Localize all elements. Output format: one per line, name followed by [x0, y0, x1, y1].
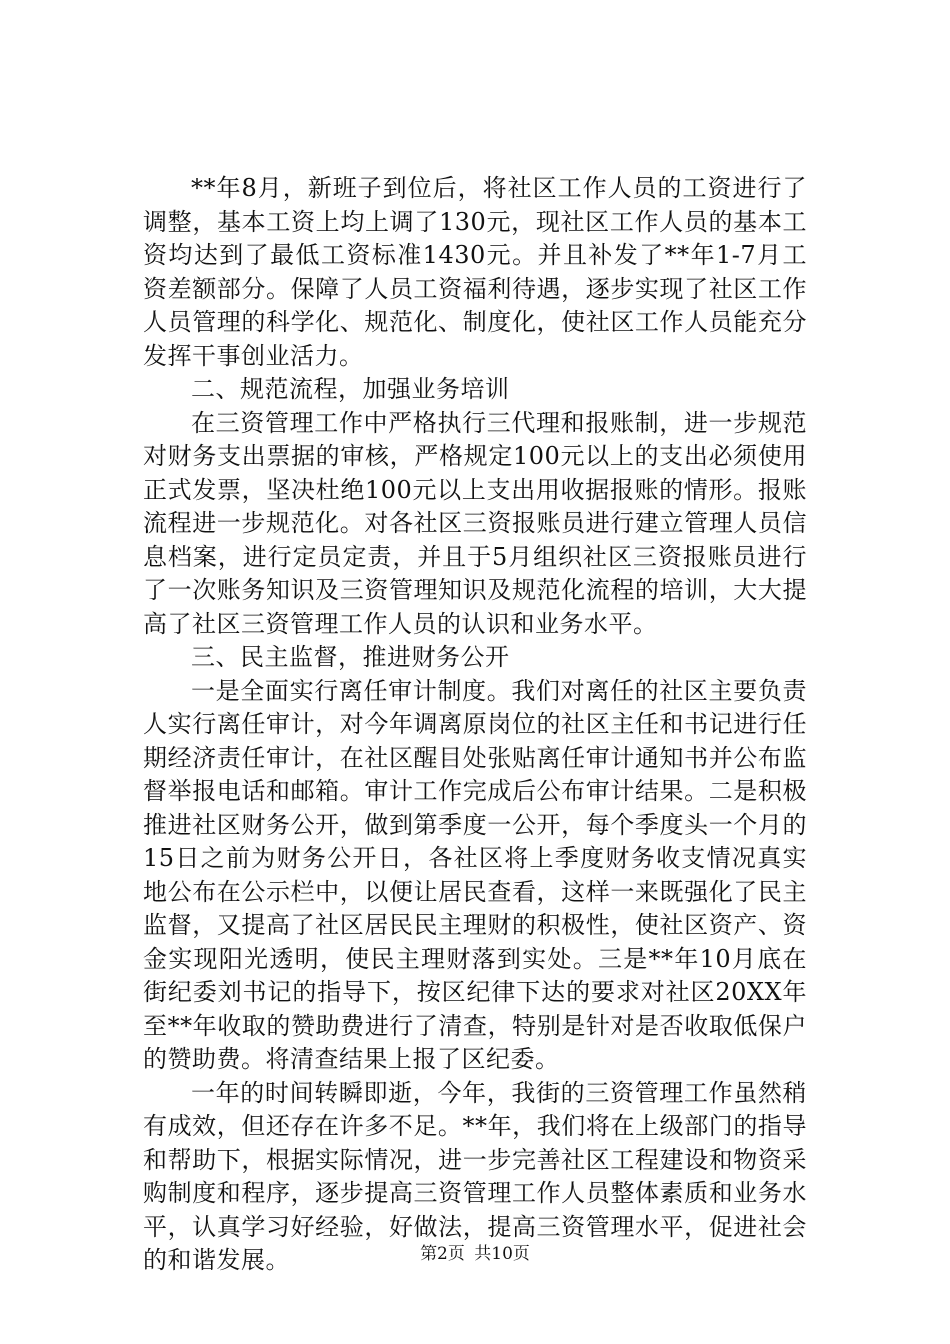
document-body	[143, 172, 807, 1278]
section-heading-standardize-process: 二、规范流程，加强业务培训	[191, 375, 510, 403]
page-total: 共10页	[474, 1244, 530, 1264]
paragraph-conclusion: 一年的时间转瞬即逝，今年，我街的三资管理工作虽然稍有成效，但还存在许多不足。**年，我们将在上级部门的指导和帮助下，根据实际情况，进一步完善社区工程建设和物资采购制度和程序，逐步提高三资管理工作人员整体素质和业务水平，认真学习好经验，好做法，提高三资管理水平，促进社会的和谐发展。	[143, 1078, 807, 1274]
paragraph-audit-disclosure: 一是全面实行离任审计制度。我们对离任的社区主要负责人实行离任审计，对今年调离原岗位的社区主任和书记进行任期经济责任审计，在社区醒目处张贴离任审计通知书并公布监督举报电话和邮箱。审计工作完成后公布审计结果。二是积极推进社区财务公开，做到第季度一公开，每个季度头一个月的15日之前为财务公开日，各社区将上季度财务收支情况真实地公布在公示栏中，以便让居民查看，这样一来既强化了民主监督，又提高了社区居民民主理财的积极性，使社区资产、资金实现阳光透明，使民主理财落到实处。三是**年10月底在街纪委刘书记的指导下，按区纪律下达的要求对社区20XX年至**年收取的赞助费进行了清查，特别是针对是否收取低保户的赞助费。将清查结果上报了区纪委。	[143, 676, 807, 1073]
paragraph-salary-adjustment: **年8月，新班子到位后，将社区工作人员的工资进行了调整，基本工资上均上调了130元，现社区工作人员的基本工资均达到了最低工资标准1430元。并且补发了**年1-7月工资差额部分。保障了人员工资福利待遇，逐步实现了社区工作人员管理的科学化、规范化、制度化，使社区工作人员能充分发挥干事创业活力。	[143, 174, 807, 370]
page-number: 第2页	[420, 1244, 465, 1264]
page-footer	[0, 1243, 950, 1265]
paragraph-reimbursement-training: 在三资管理工作中严格执行三代理和报账制，进一步规范对财务支出票据的审核，严格规定100元以上的支出必须使用正式发票，坚决杜绝100元以上支出用收据报账的情形。报账流程进一步规范化。对各社区三资报账员进行建立管理人员信息档案，进行定员定责，并且于5月组织社区三资报账员进行了一次账务知识及三资管理知识及规范化流程的培训，大大提高了社区三资管理工作人员的认识和业务水平。	[143, 408, 807, 638]
section-heading-democratic-supervision: 三、民主监督，推进财务公开	[191, 643, 510, 671]
